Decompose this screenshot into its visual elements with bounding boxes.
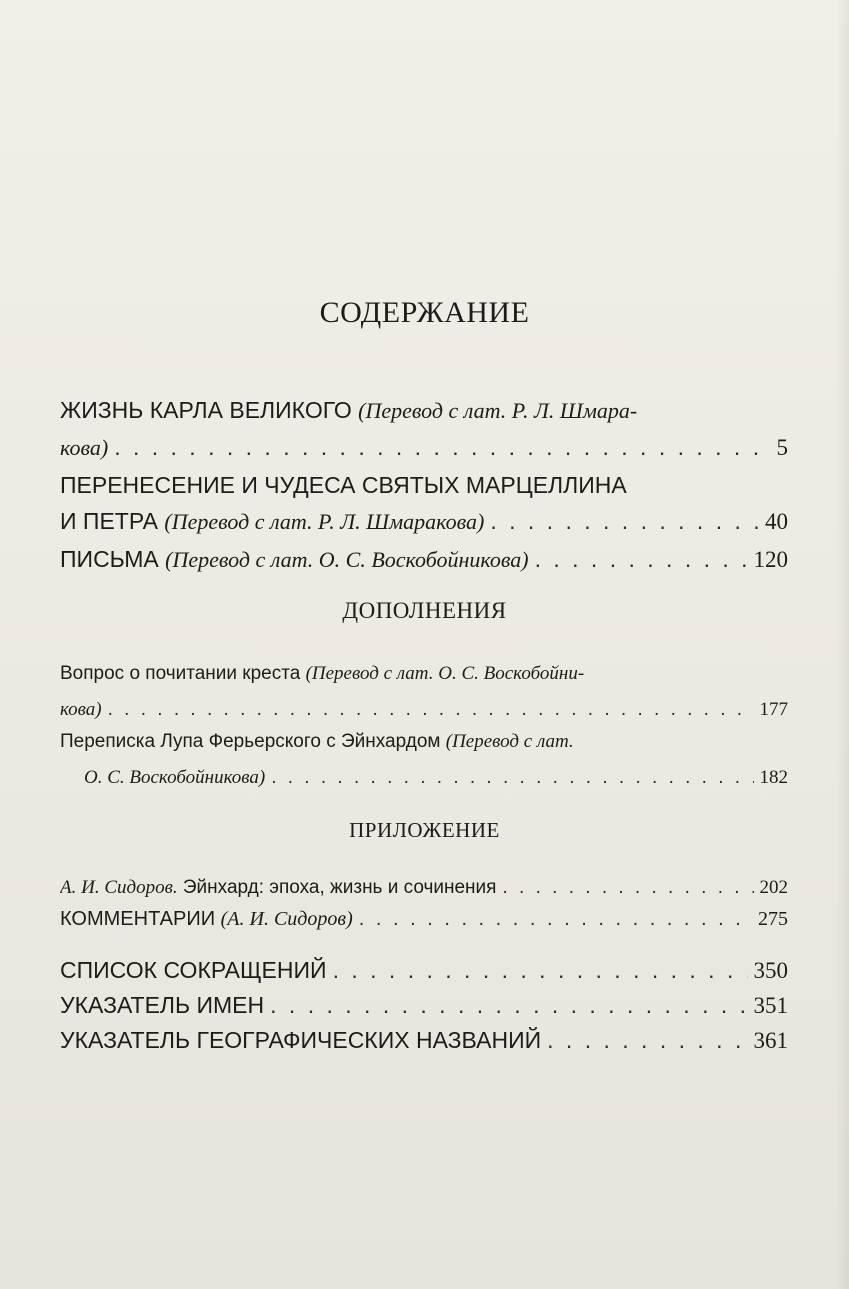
toc-entry-title: ПЕРЕНЕСЕНИЕ И ЧУДЕСА СВЯТЫХ МАРЦЕЛЛИНА — [60, 472, 627, 498]
toc-entry-title-cont: И ПЕТРА — [60, 508, 158, 534]
toc-entry-title: ПИСЬМА — [60, 546, 159, 572]
toc-entry-note-cont: О. С. Воскобойникова) — [84, 767, 266, 788]
toc-entry-page: 120 — [753, 547, 788, 572]
toc-entry-note: (Перевод с лат. — [445, 731, 574, 752]
toc-entry-commentary[interactable] — [60, 902, 788, 936]
leader-dots — [490, 503, 759, 539]
contents-heading: СОДЕРЖАНИЕ — [319, 296, 530, 329]
leader-dots — [108, 692, 754, 728]
toc-entry-name-index[interactable] — [60, 987, 788, 1024]
toc-entry-title: УКАЗАТЕЛЬ ИМЕН — [60, 992, 265, 1018]
leader-dots — [502, 870, 753, 906]
leader-dots — [271, 760, 753, 796]
toc-entry-page: 361 — [753, 1028, 788, 1053]
toc-entry-author: А. И. Сидоров. — [60, 877, 178, 898]
toc-entry-title: СПИСОК СОКРАЩЕНИЙ — [60, 957, 327, 983]
toc-entry-letters[interactable] — [60, 541, 788, 578]
toc-entry-note: (Перевод с лат. Р. Л. Шмара- — [358, 398, 638, 423]
toc-entry-title: Вопрос о почитании креста — [60, 663, 301, 684]
toc-entry-page: 350 — [753, 958, 788, 983]
toc-entry-lupus[interactable] — [60, 724, 788, 796]
toc-entry-note-cont: кова) — [60, 435, 109, 460]
toc-entry-note: (Перевод с лат. Р. Л. Шмаракова) — [164, 509, 485, 534]
leader-dots — [270, 987, 747, 1023]
toc-entry-title: УКАЗАТЕЛЬ ГЕОГРАФИЧЕСКИХ НАЗВАНИЙ — [60, 1027, 542, 1053]
toc-entry-title: ЖИЗНЬ КАРЛА ВЕЛИКОГО — [60, 397, 352, 423]
toc-entry-note-cont: кова) — [60, 699, 102, 720]
leader-dots — [535, 541, 748, 577]
toc-entry-title: КОММЕНТАРИИ — [60, 908, 216, 930]
toc-entry-page: 40 — [765, 509, 788, 534]
toc-entry-page: 177 — [759, 699, 788, 720]
toc-entry-title: Эйнхард: эпоха, жизнь и сочинения — [182, 877, 497, 898]
toc-entry-page: 202 — [759, 877, 788, 898]
toc-entry-page: 275 — [758, 908, 788, 930]
supplements-heading: ДОПОЛНЕНИЯ — [342, 598, 507, 623]
toc-entry-cross[interactable] — [60, 656, 788, 728]
toc-entry-sidorov-essay[interactable] — [60, 870, 788, 906]
leader-dots — [547, 1022, 747, 1058]
toc-entry-geo-index[interactable] — [60, 1022, 788, 1059]
toc-entry-karl[interactable] — [60, 392, 788, 466]
toc-entry-abbreviations[interactable] — [60, 952, 788, 989]
page-edge-shadow — [835, 0, 849, 1289]
leader-dots — [359, 902, 752, 936]
appendix-heading: ПРИЛОЖЕНИЕ — [349, 818, 500, 842]
leader-dots — [114, 429, 770, 465]
toc-entry-note: (А. И. Сидоров) — [220, 908, 353, 930]
toc-entry-page: 182 — [759, 767, 788, 788]
toc-entry-page: 5 — [776, 435, 788, 460]
toc-entry-translatio[interactable] — [60, 467, 788, 540]
toc-entry-note: (Перевод с лат. О. С. Воскобойни- — [305, 663, 585, 684]
toc-entry-title: Переписка Лупа Ферьерского с Эйнхардом — [60, 731, 441, 752]
toc-entry-note: (Перевод с лат. О. С. Воскобойникова) — [165, 547, 529, 572]
leader-dots — [333, 952, 748, 988]
toc-entry-page: 351 — [753, 993, 788, 1018]
